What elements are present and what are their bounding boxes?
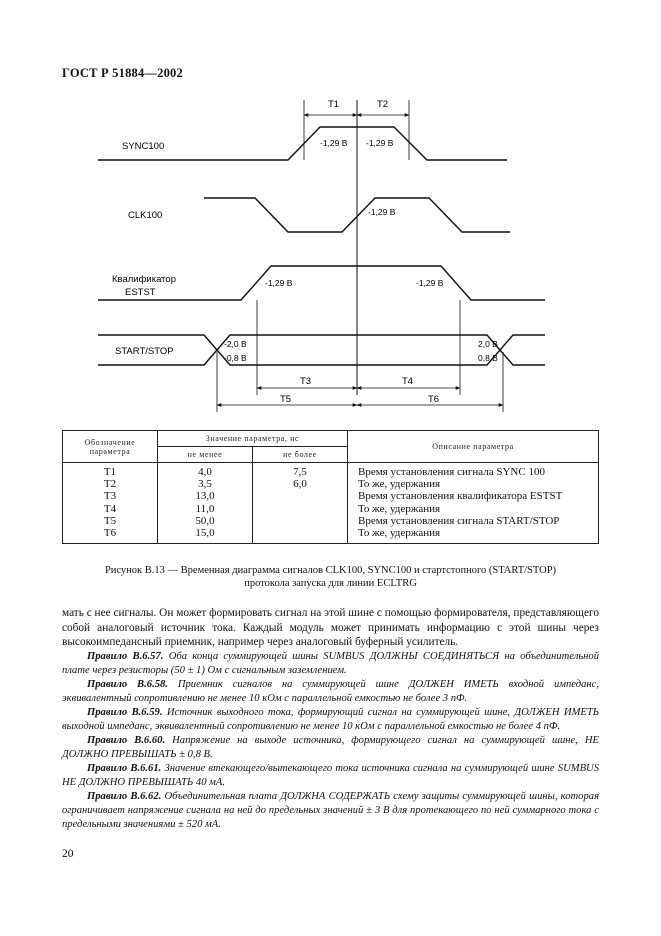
- voltage-startstop-left-low: -0,8 В: [224, 353, 247, 363]
- rule-text: Объединительная плата ДОЛЖНА СОДЕРЖАТЬ схему защиты суммирующей шины, которая ограничивает напряжение сигнала на ней до предельных значений ± 3 В для протекающего по ней суммарного тока с предельными значениями ± 520 мА.: [62, 790, 599, 830]
- rule-label: Правило В.6.58.: [87, 678, 168, 690]
- rule-label: Правило В.6.61.: [87, 762, 162, 774]
- voltage-startstop-left-high: -2,0 В: [224, 339, 247, 349]
- intro-paragraph: мать с нее сигналы. Он может формировать сигнал на этой шине с помощью формирователя, представляющего собой аналоговый источник тока. Каждый модуль может принимать информацию с этой шины через высокоимпедансный приемник, например через аналоговый буферный усилитель.: [62, 607, 599, 649]
- caption-line-1: Рисунок В.13 — Временная диаграмма сигналов CLK100, SYNC100 и стартстопного (START/STOP): [104, 565, 557, 576]
- label-t2: T2: [377, 99, 389, 110]
- voltage-clk: -1,29 В: [368, 207, 396, 217]
- voltage-startstop-right-high: 2,0 В: [478, 339, 498, 349]
- header-min: не менее: [158, 447, 253, 463]
- label-t1: T1: [328, 99, 340, 110]
- rule-text: Источник выходного тока, формирующий сигнал на суммирующей шине, ДОЛЖЕН ИМЕТЬ выходной импеданс, эквивалентный сопротивлению не менее 10 кОм с параллельной емкостью не более 4 пФ.: [62, 706, 600, 732]
- label-t6: T6: [428, 394, 440, 405]
- table-row: T2 3,5 6,0 То же, удержания: [63, 478, 599, 490]
- table-row: T5 50,0 Время установления сигнала START/STOP: [63, 515, 599, 527]
- header-parameter: Обозначение параметра: [63, 431, 158, 463]
- figure-caption: [62, 564, 599, 590]
- rule-text: Напряжение на выходе источника, формирующего сигнал на суммирующей шине, НЕ ДОЛЖНО ПРЕВЫШАТЬ ± 0,8 В.: [62, 734, 599, 760]
- header-max: не более: [253, 447, 348, 463]
- caption-line-2: протокола запуска для линии ECLTRG: [244, 578, 417, 589]
- signal-name-startstop: START/STOP: [115, 346, 174, 357]
- label-t4: T4: [402, 376, 414, 387]
- rule-text: Приемник сигналов на суммирующей шине ДОЛЖЕН ИМЕТЬ входной импеданс, эквивалентный сопротивлению не менее 10 кОм с параллельной емкостью не более 3 пФ.: [62, 678, 599, 704]
- rule-paragraph: [62, 706, 599, 734]
- voltage-sync-right: -1,29 В: [366, 138, 394, 148]
- header-value: Значение параметра, нс: [158, 431, 348, 447]
- header-description: Описание параметра: [348, 431, 599, 463]
- rule-label: Правило В.6.57.: [87, 650, 164, 662]
- voltage-sync-left: -1,29 В: [320, 138, 348, 148]
- signal-name-clk100: CLK100: [128, 210, 163, 221]
- voltage-estst-left: -1,29 В: [265, 278, 293, 288]
- rule-text: Оба конца суммирующей шины SUMBUS ДОЛЖНЫ СОЕДИНЯТЬСЯ на объединительной плате через резисторы (50 ± 1) Ом с сигнальным заземлением.: [62, 650, 599, 676]
- rule-label: Правило В.6.60.: [87, 734, 166, 746]
- rule-paragraph: [62, 734, 599, 762]
- rule-paragraph: [62, 762, 599, 790]
- page-number: 20: [62, 848, 74, 860]
- timing-diagram: [0, 0, 661, 425]
- signal-name-sync100: SYNC100: [122, 141, 165, 152]
- rule-paragraph: [62, 678, 599, 706]
- signal-name-estst: ESTST: [125, 287, 156, 298]
- table-row: T4 11,0 То же, удержания: [63, 503, 599, 515]
- rule-paragraph: [62, 650, 599, 678]
- table-row: T6 15,0 То же, удержания: [63, 527, 599, 544]
- table-row: T3 13,0 Время установления квалификатора ESTST: [63, 490, 599, 502]
- rule-paragraph: [62, 790, 599, 832]
- label-t5: T5: [280, 394, 292, 405]
- table-row: T1 4,0 7,5 Время установления сигнала SYNC 100: [63, 463, 599, 479]
- rule-label: Правило В.6.62.: [87, 790, 162, 802]
- rule-label: Правило В.6.59.: [87, 706, 163, 718]
- document-header: ГОСТ Р 51884—2002: [62, 66, 183, 80]
- body-text: [62, 606, 599, 832]
- label-t3: T3: [300, 376, 312, 387]
- signal-name-qualifier: Квалификатор: [112, 274, 176, 285]
- voltage-estst-right: -1,29 В: [416, 278, 444, 288]
- voltage-startstop-right-low: 0,8 В: [478, 353, 498, 363]
- rule-text: Значение втекающего/вытекающего тока источника сигнала на суммирующей шине SUMBUS НЕ ДОЛЖНО ПРЕВЫШАТЬ 40 мА.: [62, 762, 599, 788]
- timing-parameters-table: [62, 430, 599, 544]
